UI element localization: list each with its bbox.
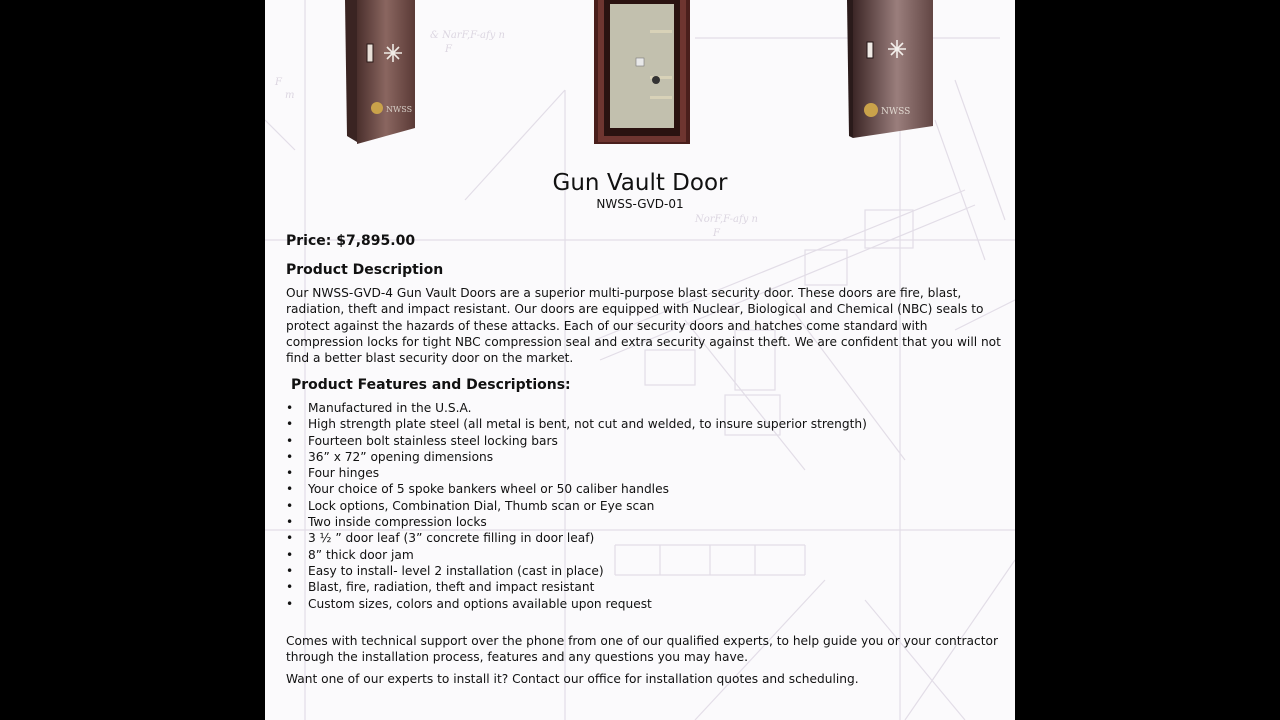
support-text: Comes with technical support over the phone from one of our qualified experts, to help guide you or your contractor through the installation process, features and any questions you may have. — [286, 634, 998, 665]
product-sku: NWSS-GVD-01 — [596, 197, 684, 211]
svg-text:F: F — [275, 77, 282, 88]
product-title: Gun Vault Door — [552, 170, 728, 196]
feature-item: • 3 ½ ” door leaf (3” concrete filling in door leaf) — [286, 530, 867, 546]
product-price: Price: $7,895.00 — [286, 233, 416, 249]
feature-item: • 8” thick door jam — [286, 547, 867, 563]
feature-item: • Two inside compression locks — [286, 514, 867, 530]
svg-text:& NarF,F-afy n: & NarF,F-afy n — [430, 30, 505, 41]
door-brand-mark-1: NWSS — [386, 105, 413, 114]
svg-text:F: F — [445, 44, 452, 55]
door-brand-mark-3: NWSS — [881, 107, 911, 117]
document-page — [265, 0, 1015, 720]
feature-item: • 36” x 72” opening dimensions — [286, 449, 867, 465]
feature-item: • Your choice of 5 spoke bankers wheel or 50 caliber handles — [286, 481, 867, 497]
feature-item: • Manufactured in the U.S.A. — [286, 400, 867, 416]
feature-item: • Fourteen bolt stainless steel locking bars — [286, 433, 867, 449]
feature-item: • Easy to install- level 2 installation (cast in place) — [286, 563, 867, 579]
door-image-angled-right — [847, 0, 937, 142]
install-text: Want one of our experts to install it? Contact our office for installation quotes and scheduling. — [286, 672, 859, 686]
feature-item: • Custom sizes, colors and options available upon request — [286, 596, 867, 612]
door-image-open-front — [594, 0, 690, 144]
svg-text:NorF,F-afy n: NorF,F-afy n — [695, 214, 758, 225]
feature-item: • Lock options, Combination Dial, Thumb scan or Eye scan — [286, 498, 867, 514]
svg-text:m: m — [285, 90, 295, 101]
features-heading: Product Features and Descriptions: — [291, 377, 571, 393]
description-text: Our NWSS-GVD-4 Gun Vault Doors are a superior multi-purpose blast security door. These doors are fire, blast, radiation, theft and impact resistant. Our doors are equipped with Nuclear, Biological and Chemical (NBC) seals to protect against the hazards of these attacks. Each of our security doors and hatches come standard with compression locks for tight NBC compression seal and extra security against theft. We are confident that you will not find a better blast security door on the market. — [286, 286, 1001, 366]
feature-item: • Blast, fire, radiation, theft and impact resistant — [286, 579, 867, 595]
feature-item: • High strength plate steel (all metal is bent, not cut and welded, to insure superior strength) — [286, 416, 867, 432]
features-list — [286, 400, 867, 612]
description-heading: Product Description — [286, 262, 444, 278]
door-image-angled-left — [343, 0, 423, 148]
svg-text:F: F — [713, 228, 720, 239]
feature-item: • Four hinges — [286, 465, 867, 481]
